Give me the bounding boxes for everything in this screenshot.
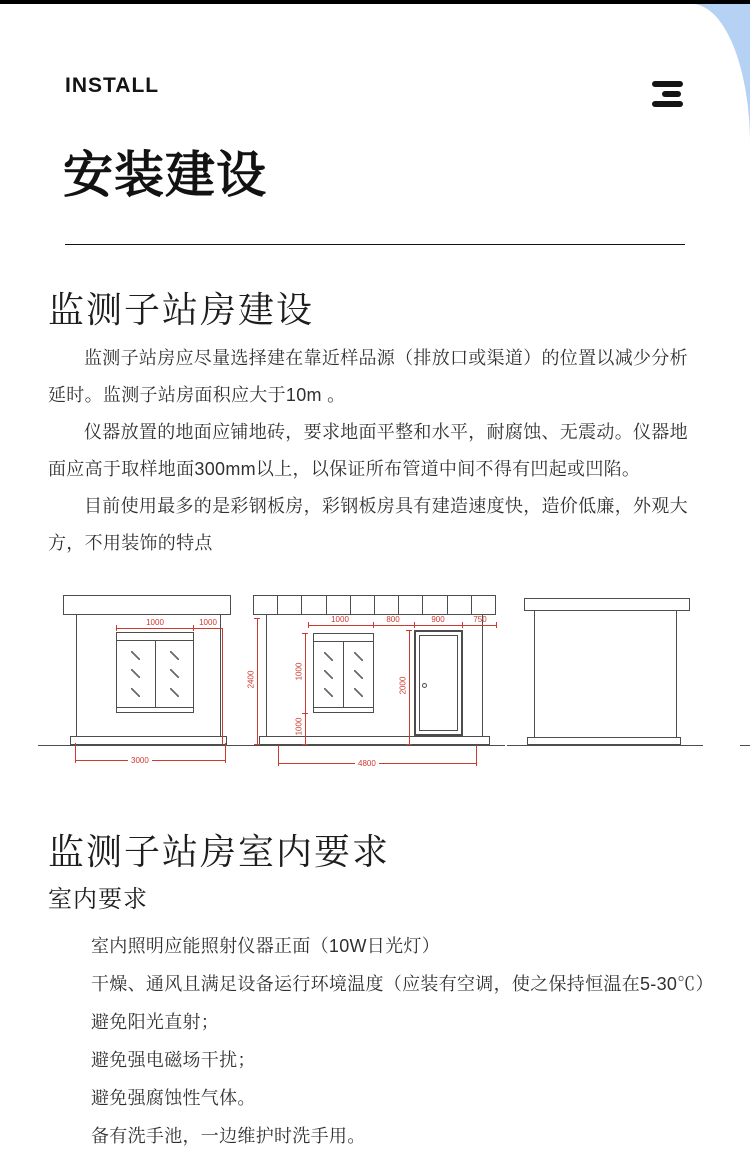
- menu-bar-top: [652, 81, 683, 87]
- corner-decoration: [692, 4, 750, 144]
- dim-label-total-width: 3000: [128, 756, 152, 765]
- window-pane: [314, 642, 344, 707]
- window-pane: [156, 641, 194, 707]
- dim-line-total-height: [257, 618, 258, 745]
- glass-mark-icon: [131, 688, 140, 697]
- title-divider: [65, 244, 685, 245]
- dim-tick: [406, 744, 412, 745]
- requirement-electromagnetic: 避免强电磁场干扰；: [91, 1050, 256, 1070]
- glass-mark-icon: [324, 688, 333, 697]
- ground-line-fragment: [740, 745, 750, 746]
- glass-mark-icon: [324, 652, 333, 661]
- house-middle-door: [414, 630, 463, 736]
- paragraph-site-selection: 监测子站房应尽量选择建在靠近样品源（排放口或渠道）的位置以减少分析延时。监测子站房面积应大于10m 。: [48, 348, 688, 405]
- window-pane: [344, 642, 373, 707]
- glass-mark-icon: [170, 688, 179, 697]
- window-lintel: [117, 633, 193, 641]
- brand-logo[interactable]: INSTALL: [65, 74, 160, 97]
- indoor-requirements-list: [91, 927, 714, 1154]
- dim-tick: [496, 622, 497, 628]
- menu-bar-middle: [662, 91, 681, 97]
- house-right-walls: [534, 611, 677, 737]
- top-bar: [0, 0, 750, 4]
- dim-tick: [254, 744, 260, 745]
- dim-tick: [308, 622, 309, 628]
- dim-line: [308, 625, 496, 626]
- window-lintel: [314, 634, 373, 642]
- subheading-indoor-requirements: 室内要求: [48, 886, 148, 913]
- page-title: 安装建设: [63, 147, 267, 203]
- menu-icon[interactable]: [652, 81, 683, 107]
- glass-mark-icon: [131, 651, 140, 660]
- dim-tick: [302, 633, 308, 634]
- dim-line-door: [409, 630, 410, 745]
- glass-mark-icon: [354, 652, 363, 661]
- house-right-roof: [524, 598, 690, 611]
- house-right-base: [527, 737, 681, 745]
- house-left-roof: [63, 595, 231, 615]
- section-heading-indoor: 监测子站房室内要求: [48, 831, 391, 872]
- door-handle-icon: [422, 683, 427, 688]
- requirement-lighting: 室内照明应能照射仪器正面（10W日光灯）: [91, 936, 441, 956]
- requirement-sink: 备有洗手池，一边维护时洗手用。: [91, 1126, 366, 1146]
- requirement-corrosive-gas: 避免强腐蚀性气体。: [91, 1088, 256, 1108]
- menu-bar-bottom: [652, 101, 683, 107]
- dim-tick: [254, 618, 260, 619]
- dim-label-total-width: 4800: [355, 759, 379, 768]
- dim-label-total-height: 2400: [246, 670, 256, 689]
- dim-label-edge: 750: [473, 615, 487, 624]
- paragraph-floor-requirements: 仪器放置的地面应铺地砖，要求地面平整和水平，耐腐蚀、无震动。仪器地面应高于取样地面300mm以上，以保证所布管道中间不得有凹起或凹陷。: [48, 422, 688, 479]
- dim-tick: [414, 622, 415, 628]
- glass-mark-icon: [170, 651, 179, 660]
- window-sill: [117, 707, 193, 712]
- glass-mark-icon: [354, 670, 363, 679]
- dim-tick: [373, 622, 374, 628]
- dim-label-window-offset: 1000: [199, 618, 217, 627]
- house-left-ground-line: [38, 745, 248, 746]
- dim-label-window-height: 1000: [294, 662, 304, 681]
- construction-paragraphs: [48, 340, 706, 562]
- house-right-ground-line: [507, 745, 703, 746]
- glass-mark-icon: [170, 669, 179, 678]
- window-sill: [314, 707, 373, 712]
- requirement-temperature: 干燥、通风且满足设备运行环境温度（应装有空调，使之保持恒温在5-30℃）: [91, 974, 714, 994]
- dim-label-door-width: 900: [431, 615, 445, 624]
- dim-tick: [462, 622, 463, 628]
- dim-extension-line: [476, 745, 477, 766]
- house-left-base: [70, 736, 227, 745]
- dim-line-window: [305, 633, 306, 745]
- dim-line: [116, 628, 222, 629]
- house-middle-roof: [253, 595, 496, 615]
- window-pane: [117, 641, 156, 707]
- dim-label-window-width: 1000: [146, 618, 164, 627]
- dim-label-gap: 800: [386, 615, 400, 624]
- paragraph-panel-house: 目前使用最多的是彩钢板房，彩钢板房具有建造速度快，造价低廉，外观大方，不用装饰的特点: [48, 496, 688, 553]
- section-heading-construction: 监测子站房建设: [48, 289, 315, 330]
- glass-mark-icon: [131, 669, 140, 678]
- house-left-window: [116, 632, 194, 713]
- dim-label-window-width: 1000: [331, 615, 349, 624]
- dim-label-sill-height: 1000: [294, 717, 304, 736]
- glass-mark-icon: [354, 688, 363, 697]
- house-middle-window: [313, 633, 374, 713]
- dim-tick: [116, 625, 117, 631]
- dim-extension-line: [222, 628, 223, 745]
- house-middle-ground-line: [243, 745, 505, 746]
- elevation-drawings-figure: [0, 585, 750, 785]
- dim-tick: [302, 744, 308, 745]
- requirement-sunlight: 避免阳光直射；: [91, 1012, 220, 1032]
- glass-mark-icon: [324, 670, 333, 679]
- dim-extension-line: [225, 743, 226, 763]
- dim-label-door-height: 2000: [398, 676, 408, 695]
- dim-tick: [406, 630, 412, 631]
